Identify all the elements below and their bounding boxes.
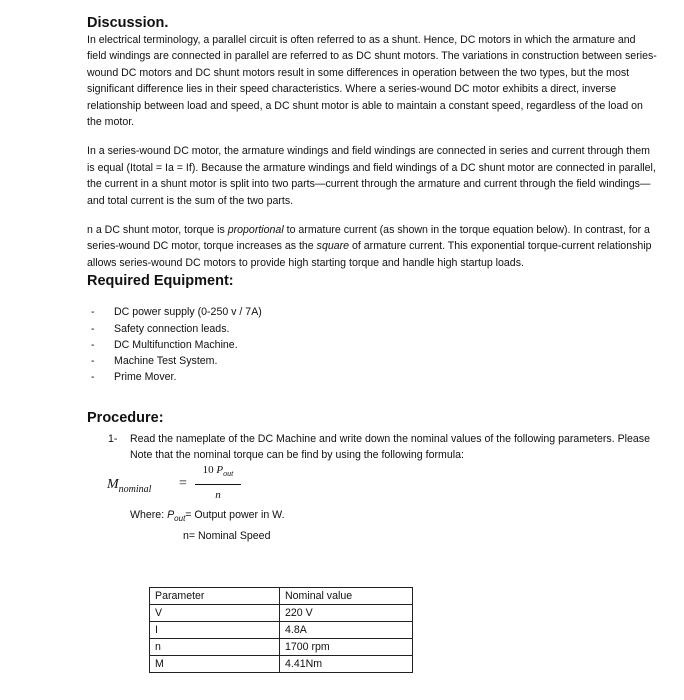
discussion-paragraph-3 xyxy=(87,222,657,271)
p3-emph-square: square xyxy=(316,240,350,253)
procedure-heading: Procedure: xyxy=(87,409,164,426)
formula-equals: = xyxy=(179,476,187,492)
list-item xyxy=(87,353,657,369)
table-cell-value: 4.41Nm xyxy=(280,656,413,673)
table-header-cell: Nominal value xyxy=(280,588,413,605)
equipment-item-label: DC Multifunction Machine. xyxy=(114,338,238,351)
discussion-paragraph-2: In a series-wound DC motor, the armature windings and field windings are connected in series and current through them is equal (Itotal = Ia = If). Because the armature windings and field windings of a DC shunt motor are connected in parallel, the current in a shunt motor is split into two parts—current through the armature and current through the field windings—and total current is the sum of the two parts. xyxy=(87,145,656,207)
formula-lhs xyxy=(107,477,151,495)
table-cell-parameter: I xyxy=(150,622,280,639)
formula-fraction xyxy=(195,463,241,502)
discussion-paragraph-1: In electrical terminology, a parallel circuit is often referred to as a shunt. Hence, DC motors in which the armature and field windings are connected in parallel are referred to as DC shunt motors. The variations in construction between series-wound DC motors and DC shunt motors result in some differences in operation between the two types, but the most significant difference lies in their speed characteristics. Where a series-wound DC motor exhibits a direct, inverse relationship between load and speed, a DC shunt motor is able to maintain a constant speed, regardless of the load on the motor. xyxy=(87,34,657,129)
dash-bullet: - xyxy=(91,371,95,384)
table-header-cell: Parameter xyxy=(150,588,280,605)
torque-formula xyxy=(87,463,657,501)
equipment-heading: Required Equipment: xyxy=(87,273,234,290)
dash-bullet: - xyxy=(91,306,95,319)
p3-text-c: to armature current (as shown in the torque equation below). In contrast, for a series-wound DC motor, torque increases as the xyxy=(87,224,650,253)
dash-bullet: - xyxy=(91,355,95,368)
where-desc: = Output power in W. xyxy=(185,509,285,522)
where-prefix: Where: xyxy=(130,509,168,522)
equipment-item-label: Machine Test System. xyxy=(114,355,218,368)
where-line-1 xyxy=(87,507,657,527)
formula-power-var xyxy=(216,464,234,479)
p3-text-a: n a DC shunt motor, torque is xyxy=(87,224,228,237)
formula-power-subscript: out xyxy=(223,469,234,479)
where-var-symbol: P xyxy=(167,509,175,522)
document-page xyxy=(87,14,657,544)
p3-text-e: of armature current. This exponential torque-current relationship allows series-wound DC motors to provide high starting torque and handle high startup loads. xyxy=(87,240,652,269)
list-item xyxy=(87,337,657,353)
table-cell-value: 1700 rpm xyxy=(280,639,413,656)
table-cell-value: 220 V xyxy=(280,605,413,622)
discussion-heading: Discussion. xyxy=(87,15,169,31)
procedure-step-1 xyxy=(87,431,657,464)
where-var-subscript: out xyxy=(174,514,186,524)
table-header-row xyxy=(150,588,413,605)
table-row xyxy=(150,639,413,656)
list-item xyxy=(87,369,657,385)
equipment-item-label: DC power supply (0-250 v / 7A) xyxy=(114,306,262,319)
table-cell-value: 4.8A xyxy=(280,622,413,639)
p3-emph-proportional: proportional xyxy=(227,224,284,237)
table-cell-parameter: V xyxy=(150,605,280,622)
equipment-item-label: Prime Mover. xyxy=(114,371,177,384)
where-var xyxy=(167,509,186,524)
parameters-table xyxy=(149,587,413,673)
list-item xyxy=(87,321,657,337)
step-text: Read the nameplate of the DC Machine and write down the nominal values of the following parameters. Please Note that the nominal torque can be find by using the following formula: xyxy=(130,432,650,462)
equipment-list xyxy=(87,304,657,385)
where-line-2: n= Nominal Speed xyxy=(183,529,271,542)
list-item xyxy=(87,304,657,320)
table-row xyxy=(150,656,413,673)
formula-numerator xyxy=(195,463,241,484)
dash-bullet: - xyxy=(91,322,95,335)
dash-bullet: - xyxy=(91,338,95,351)
formula-coefficient: 10 xyxy=(202,464,217,477)
where-block xyxy=(87,507,657,544)
step-number: 1- xyxy=(108,432,118,445)
formula-power-symbol: P xyxy=(216,464,224,477)
formula-lhs-subscript: nominal xyxy=(118,484,152,496)
formula-lhs-symbol: M xyxy=(107,477,119,493)
equipment-item-label: Safety connection leads. xyxy=(114,322,230,335)
table-cell-parameter: n xyxy=(150,639,280,656)
table-cell-parameter: M xyxy=(150,656,280,673)
table-row xyxy=(150,622,413,639)
table-row xyxy=(150,605,413,622)
formula-denominator: n xyxy=(215,488,221,501)
